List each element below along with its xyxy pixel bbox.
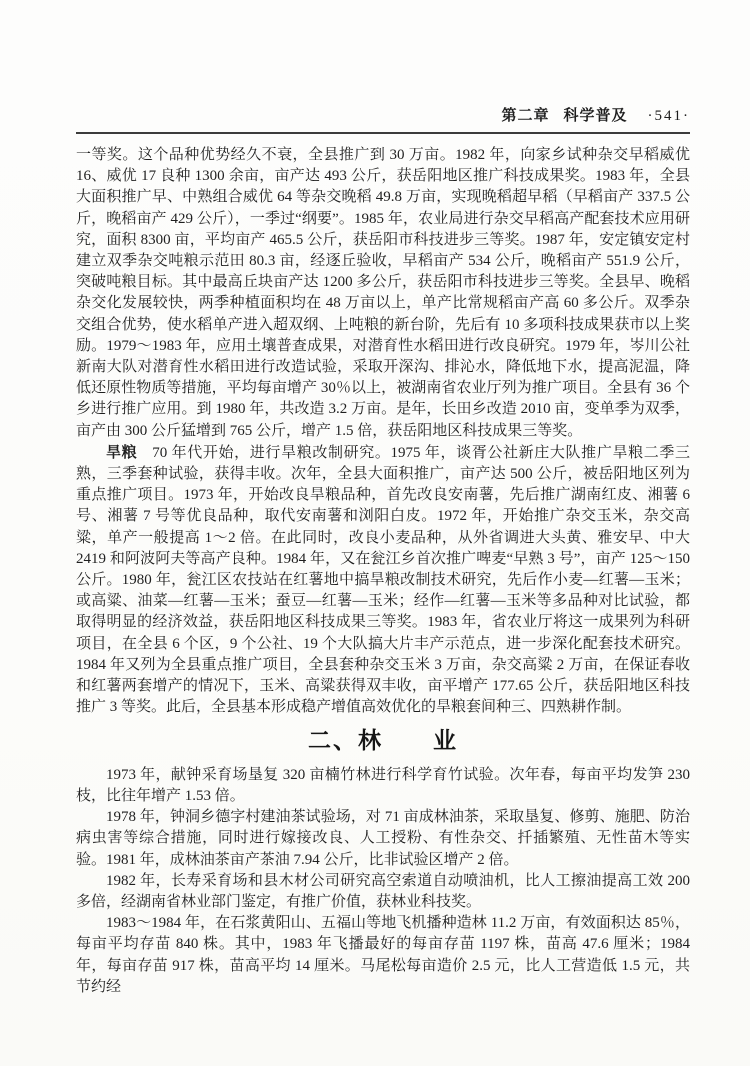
paragraph-rice-continuation: 一等奖。这个品种优势经久不衰，全县推广到 30 万亩。1982 年，向家乡试种杂交早稻威优 16、威优 17 良种 1300 余亩，亩产达 493 公斤，获岳阳地区推广科技成果奖。1983 年，全县大面积推广早、中熟组合威优 64 等杂交晚稻 49.8 万亩，实现晚稻超早稻（早稻亩产 337.5 公斤，晚稻亩产 429 公斤），一季过“纲要”。1985 年，农业局进行杂交早稻高产配套技术应用研究，面积 8300 亩，平均亩产 465.5 公斤，获岳阳市科技进步三等奖。1987 年，安定镇安定村建立双季杂交吨粮示范田 80.3 亩，经逐丘验收，早稻亩产 534 公斤，晚稻亩产 551.9 公斤，突破吨粮目标。其中最高丘块亩产达 1200 多公斤，获岳阳市科技进步三等奖。全县早、晚稻杂交化发展较快，两季种植面积均在 48 万亩以上，单产比常规稻亩产高 60 多公斤。双季杂交组合优势，使水稻单产进入超双纲、上吨粮的新台阶，先后有 10 多项科技成果获市以上奖励。1979～1983 年，应用土壤普查成果，对潜育性水稻田进行改良研究。1979 年，岑川公社新南大队对潜育性水稻田进行改造试验，采取开深沟、排沁水，降低地下水，提高泥温，降低还原性物质等措施，平均每亩增产 30％以上，被湖南省农业厅列为推广项目。全县有 36 个乡进行推广应用。到 1980 年，共改造 3.2 万亩。是年，长田乡改造 2010 亩，变单季为双季，亩产由 300 公斤猛增到 765 公斤，增产 1.5 倍，获岳阳地区科技成果三等奖。 — [76, 147, 690, 439]
forestry-paragraph-bamboo: 1973 年，献钟采育场垦复 320 亩楠竹林进行科学育竹试验。次年春，每亩平均发笋 230 枝，比往年增产 1.53 倍。 — [76, 766, 690, 804]
running-header — [76, 104, 690, 125]
body-text — [76, 145, 690, 998]
forestry-paragraph-sprayer: 1982 年，长寿采育场和县木材公司研究高空索道自动喷油机，比人工擦油提高工效 200 多倍，经湖南省林业部门鉴定，有推广价值，获林业科技奖。 — [76, 872, 690, 910]
section-heading-forestry: 二、林 业 — [308, 727, 458, 754]
header-section-title: 科学普及 — [563, 107, 628, 124]
header-rule — [76, 132, 690, 134]
page-content — [76, 104, 690, 998]
header-chapter: 第二章 — [501, 107, 550, 124]
paragraph-drygrain — [76, 442, 690, 719]
forestry-paragraph-camellia: 1978 年，钟洞乡德字村建油茶试验场，对 71 亩成林油茶，采取垦复、修剪、施肥、防治病虫害等综合措施，同时进行嫁接改良、人工授粉、有性杂交、扦插繁殖、无性苗木等实验。1981 年，成林油茶亩产茶油 7.94 公斤，比非试验区增产 2 倍。 — [76, 809, 690, 868]
forestry-paragraph-aerial-seeding: 1983～1984 年，在石浆黄阳山、五福山等地飞机播种造林 11.2 万亩，有效面积达 85％，每亩平均存苗 840 株。其中，1983 年飞播最好的每亩存苗 1197 株，苗高 47.6 厘米；1984 年，每亩存苗 917 株，苗高平均 14 厘米。马尾松每亩造价 2.5 元，比人工营造低 1.5 元，共节约经 — [76, 915, 690, 995]
paragraph-drygrain-text: 70 年代开始，进行旱粮改制研究。1975 年，谈胥公社新庄大队推广旱粮二季三熟，三季套种试验，获得丰收。次年，全县大面积推广，亩产达 500 公斤，被岳阳地区列为重点推广项目。1973 年，开始改良旱粮品种，首先改良安南薯，先后推广湖南红皮、湘薯 6 号、湘薯 7 号等优良品种，取代安南薯和浏阳白皮。1972 年，开始推广杂交玉米，杂交高粱，单产一般提高 1～2 倍。在此同时，改良小麦品种，从外省调进大头黄、雅安早、中大 2419 和阿波阿夫等高产良种。1984 年，又在瓮江乡首次推广啤麦“早熟 3 号”，亩产 125～150 公斤。1980 年，瓮江区农技站在红薯地中搞旱粮改制技术研究，先后作小麦—红薯—玉米；或高粱、油菜—红薯—玉米；蚕豆—红薯—玉米；经作—红薯—玉米等多品种对比试验，都取得明显的经济效益，获岳阳地区科技成果三等奖。1983 年，省农业厅将这一成果列为科研项目，在全县 6 个区，9 个公社、19 个大队搞大片丰产示范点，进一步深化配套技术研究。1984 年又列为全县重点推广项目，全县套种杂交玉米 3 万亩，杂交高粱 2 万亩，在保证春收和红薯两套增产的情况下，玉米、高粱获得双丰收，亩平增产 177.65 公斤，获岳阳地区科技推广 3 等奖。此后，全县基本形成稳产增值高效优化的旱粮套间种三、四熟耕作制。 — [76, 444, 690, 716]
page-number: ·541· — [647, 108, 690, 124]
paragraph-drygrain-label: 旱粮 — [106, 443, 138, 461]
